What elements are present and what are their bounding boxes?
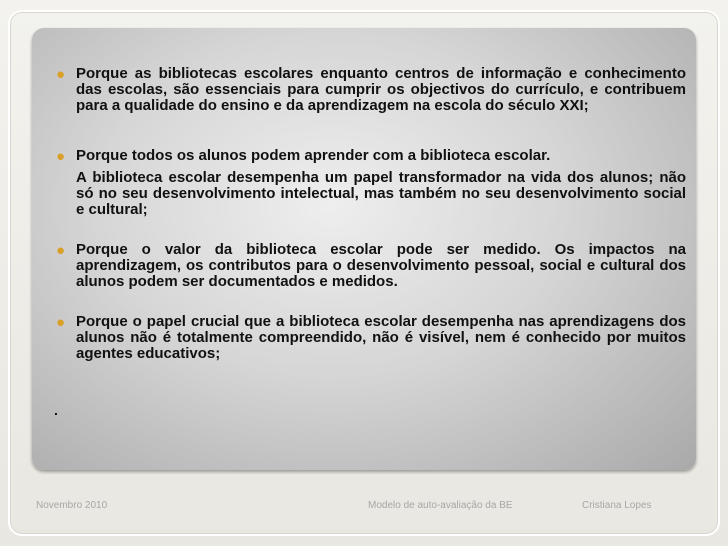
list-item xyxy=(52,66,686,114)
bullet-icon: ● xyxy=(56,242,66,259)
trailing-dot: . xyxy=(54,402,58,418)
bullet-icon: ● xyxy=(56,148,66,165)
bullet-icon: ● xyxy=(56,66,66,83)
footer-author: Cristiana Lopes xyxy=(582,500,652,511)
bullet-list xyxy=(52,66,686,362)
bullet-text: Porque as bibliotecas escolares enquanto centros de informação e conhecimento das escolas, são essenciais para cumprir os objectivos do currículo, e contribuem para a qualidade do ensino e da aprendizagem na escola do século XXI; xyxy=(76,65,686,114)
footer-title: Modelo de auto-avaliação da BE xyxy=(368,500,513,511)
bullet-text: Porque todos os alunos podem aprender com a biblioteca escolar. xyxy=(76,147,551,164)
bullet-text: Porque o valor da biblioteca escolar pode ser medido. Os impactos na aprendizagem, os contributos para o desenvolvimento pessoal, social e cultural dos alunos podem ser documentados e medidos. xyxy=(76,241,686,290)
list-item xyxy=(52,242,686,290)
list-item xyxy=(52,314,686,362)
list-item xyxy=(52,148,686,218)
bullet-icon: ● xyxy=(56,314,66,331)
bullet-continuation: A biblioteca escolar desempenha um papel transformador na vida dos alunos; não só no seu desenvolvimento intelectual, mas também no seu desenvolvimento social e cultural; xyxy=(76,169,686,218)
bullet-text: Porque o papel crucial que a biblioteca escolar desempenha nas aprendizagens dos alunos não é totalmente compreendido, não é visível, nem é conhecido por muitos agentes educativos; xyxy=(76,313,686,362)
footer-date: Novembro 2010 xyxy=(36,500,108,511)
